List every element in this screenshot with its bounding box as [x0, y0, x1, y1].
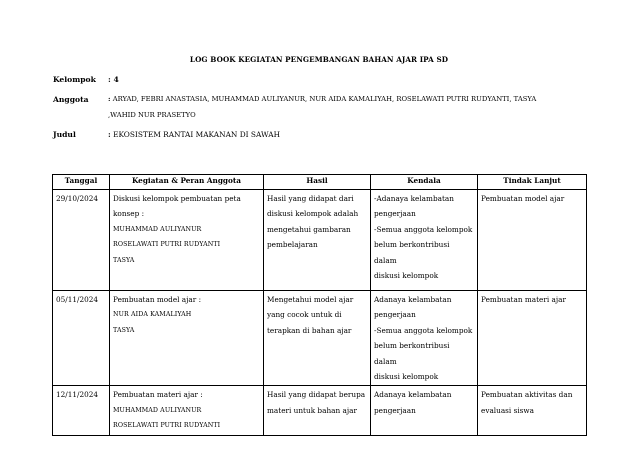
kendala-line: -Semua anggota kelompok	[374, 325, 473, 335]
judul-label: Judul	[53, 130, 76, 139]
cell-kegiatan	[110, 386, 264, 435]
member-name: TASYA	[113, 326, 135, 334]
header-tindak-lanjut: Tindak Lanjut	[478, 175, 587, 190]
cell-hasil	[264, 386, 371, 435]
hasil-line: Hasil yang didapat dari	[267, 194, 354, 203]
cell-kendala	[371, 291, 478, 386]
judul-value-wrap	[108, 130, 280, 139]
cell-tindak-lanjut	[478, 386, 587, 435]
kegiatan-line: Pembuatan model ajar :	[113, 295, 202, 304]
header-hasil: Hasil	[264, 175, 371, 190]
kegiatan-line: Pembuatan materi ajar :	[113, 390, 203, 400]
tindak-line: Pembuatan materi ajar	[481, 295, 566, 304]
member-name: MUHAMMAD AULIYANUR	[113, 225, 202, 233]
kendala-line: pengerjaan	[374, 310, 416, 320]
cell-hasil	[264, 291, 371, 386]
cell-hasil	[264, 190, 371, 291]
header-kendala: Kendala	[371, 175, 478, 190]
anggota-label: Anggota	[53, 95, 89, 104]
tindak-line: Pembuatan aktivitas dan	[481, 390, 573, 400]
table-row	[53, 190, 587, 291]
anggota-line2: ,WAHID NUR PRASETYO	[108, 111, 196, 119]
header-tanggal: Tanggal	[53, 175, 110, 190]
hasil-line: pembelajaran	[267, 240, 318, 250]
anggota-colon: :	[108, 95, 111, 103]
hasil-line: terapkan di bahan ajar	[267, 325, 352, 335]
member-name: NUR AIDA KAMALIYAH	[113, 311, 192, 319]
anggota-line1-wrap	[108, 95, 536, 103]
judul-value: EKOSISTEM RANTAI MAKANAN DI SAWAH	[113, 130, 281, 139]
hasil-line: Mengetahui model ajar	[267, 295, 354, 304]
tindak-line: Pembuatan model ajar	[481, 194, 565, 203]
kegiatan-line: konsep :	[113, 209, 145, 219]
table-header-row	[53, 175, 587, 190]
member-name: ROSELAWATI PUTRI RUDYANTI	[113, 422, 221, 430]
cell-tanggal: 05/11/2024	[53, 291, 110, 386]
hasil-line: diskusi kelompok adalah	[267, 209, 359, 219]
judul-colon: :	[108, 130, 111, 139]
kendala-line: Adanaya kelambatan	[374, 295, 452, 304]
hasil-line: yang cocok untuk di	[267, 310, 342, 320]
kendala-line: pengerjaan	[374, 405, 416, 415]
member-name: TASYA	[113, 256, 135, 264]
member-name: MUHAMMAD AULIYANUR	[113, 406, 202, 414]
kendala-line: pengerjaan	[374, 209, 416, 219]
log-table	[52, 174, 587, 436]
cell-tanggal: 29/10/2024	[53, 190, 110, 291]
cell-kegiatan	[110, 291, 264, 386]
cell-tindak-lanjut	[478, 291, 587, 386]
hasil-line: materi untuk bahan ajar	[267, 405, 357, 415]
kendala-line: -Semua anggota kelompok	[374, 224, 473, 234]
kelompok-label: Kelompok	[53, 75, 96, 84]
kendala-line: Adanaya kelambatan	[374, 390, 452, 400]
kegiatan-line: Diskusi kelompok pembuatan peta	[113, 194, 241, 203]
kendala-line: belum berkontribusi dalam	[374, 341, 450, 366]
hasil-line: mengetahui gambaran	[267, 224, 351, 234]
page-title: LOG BOOK KEGIATAN PENGEMBANGAN BAHAN AJAR IPA SD	[189, 55, 449, 64]
table-row	[53, 291, 587, 386]
kendala-line: belum berkontribusi dalam	[374, 240, 450, 265]
cell-kegiatan	[110, 190, 264, 291]
cell-tanggal: 12/11/2024	[53, 386, 110, 435]
cell-kendala	[371, 386, 478, 435]
header-kegiatan: Kegiatan & Peran Anggota	[110, 175, 264, 190]
kendala-line: diskusi kelompok	[374, 271, 439, 281]
member-name: ROSELAWATI PUTRI RUDYANTI	[113, 241, 221, 249]
kendala-line: -Adanaya kelambatan	[374, 194, 454, 203]
kendala-line: diskusi kelompok	[374, 372, 439, 382]
kelompok-value: : 4	[108, 75, 119, 84]
table-row	[53, 386, 587, 435]
cell-kendala	[371, 190, 478, 291]
hasil-line: Hasil yang didapat berupa	[267, 390, 366, 400]
tindak-line: evaluasi siswa	[481, 405, 534, 415]
cell-tindak-lanjut	[478, 190, 587, 291]
anggota-line1: ARYAD, FEBRI ANASTASIA, MUHAMMAD AULIYANUR, NUR AIDA KAMALIYAH, ROSELAWATI PUTRI RUDYANTI, TASYA	[112, 95, 537, 103]
